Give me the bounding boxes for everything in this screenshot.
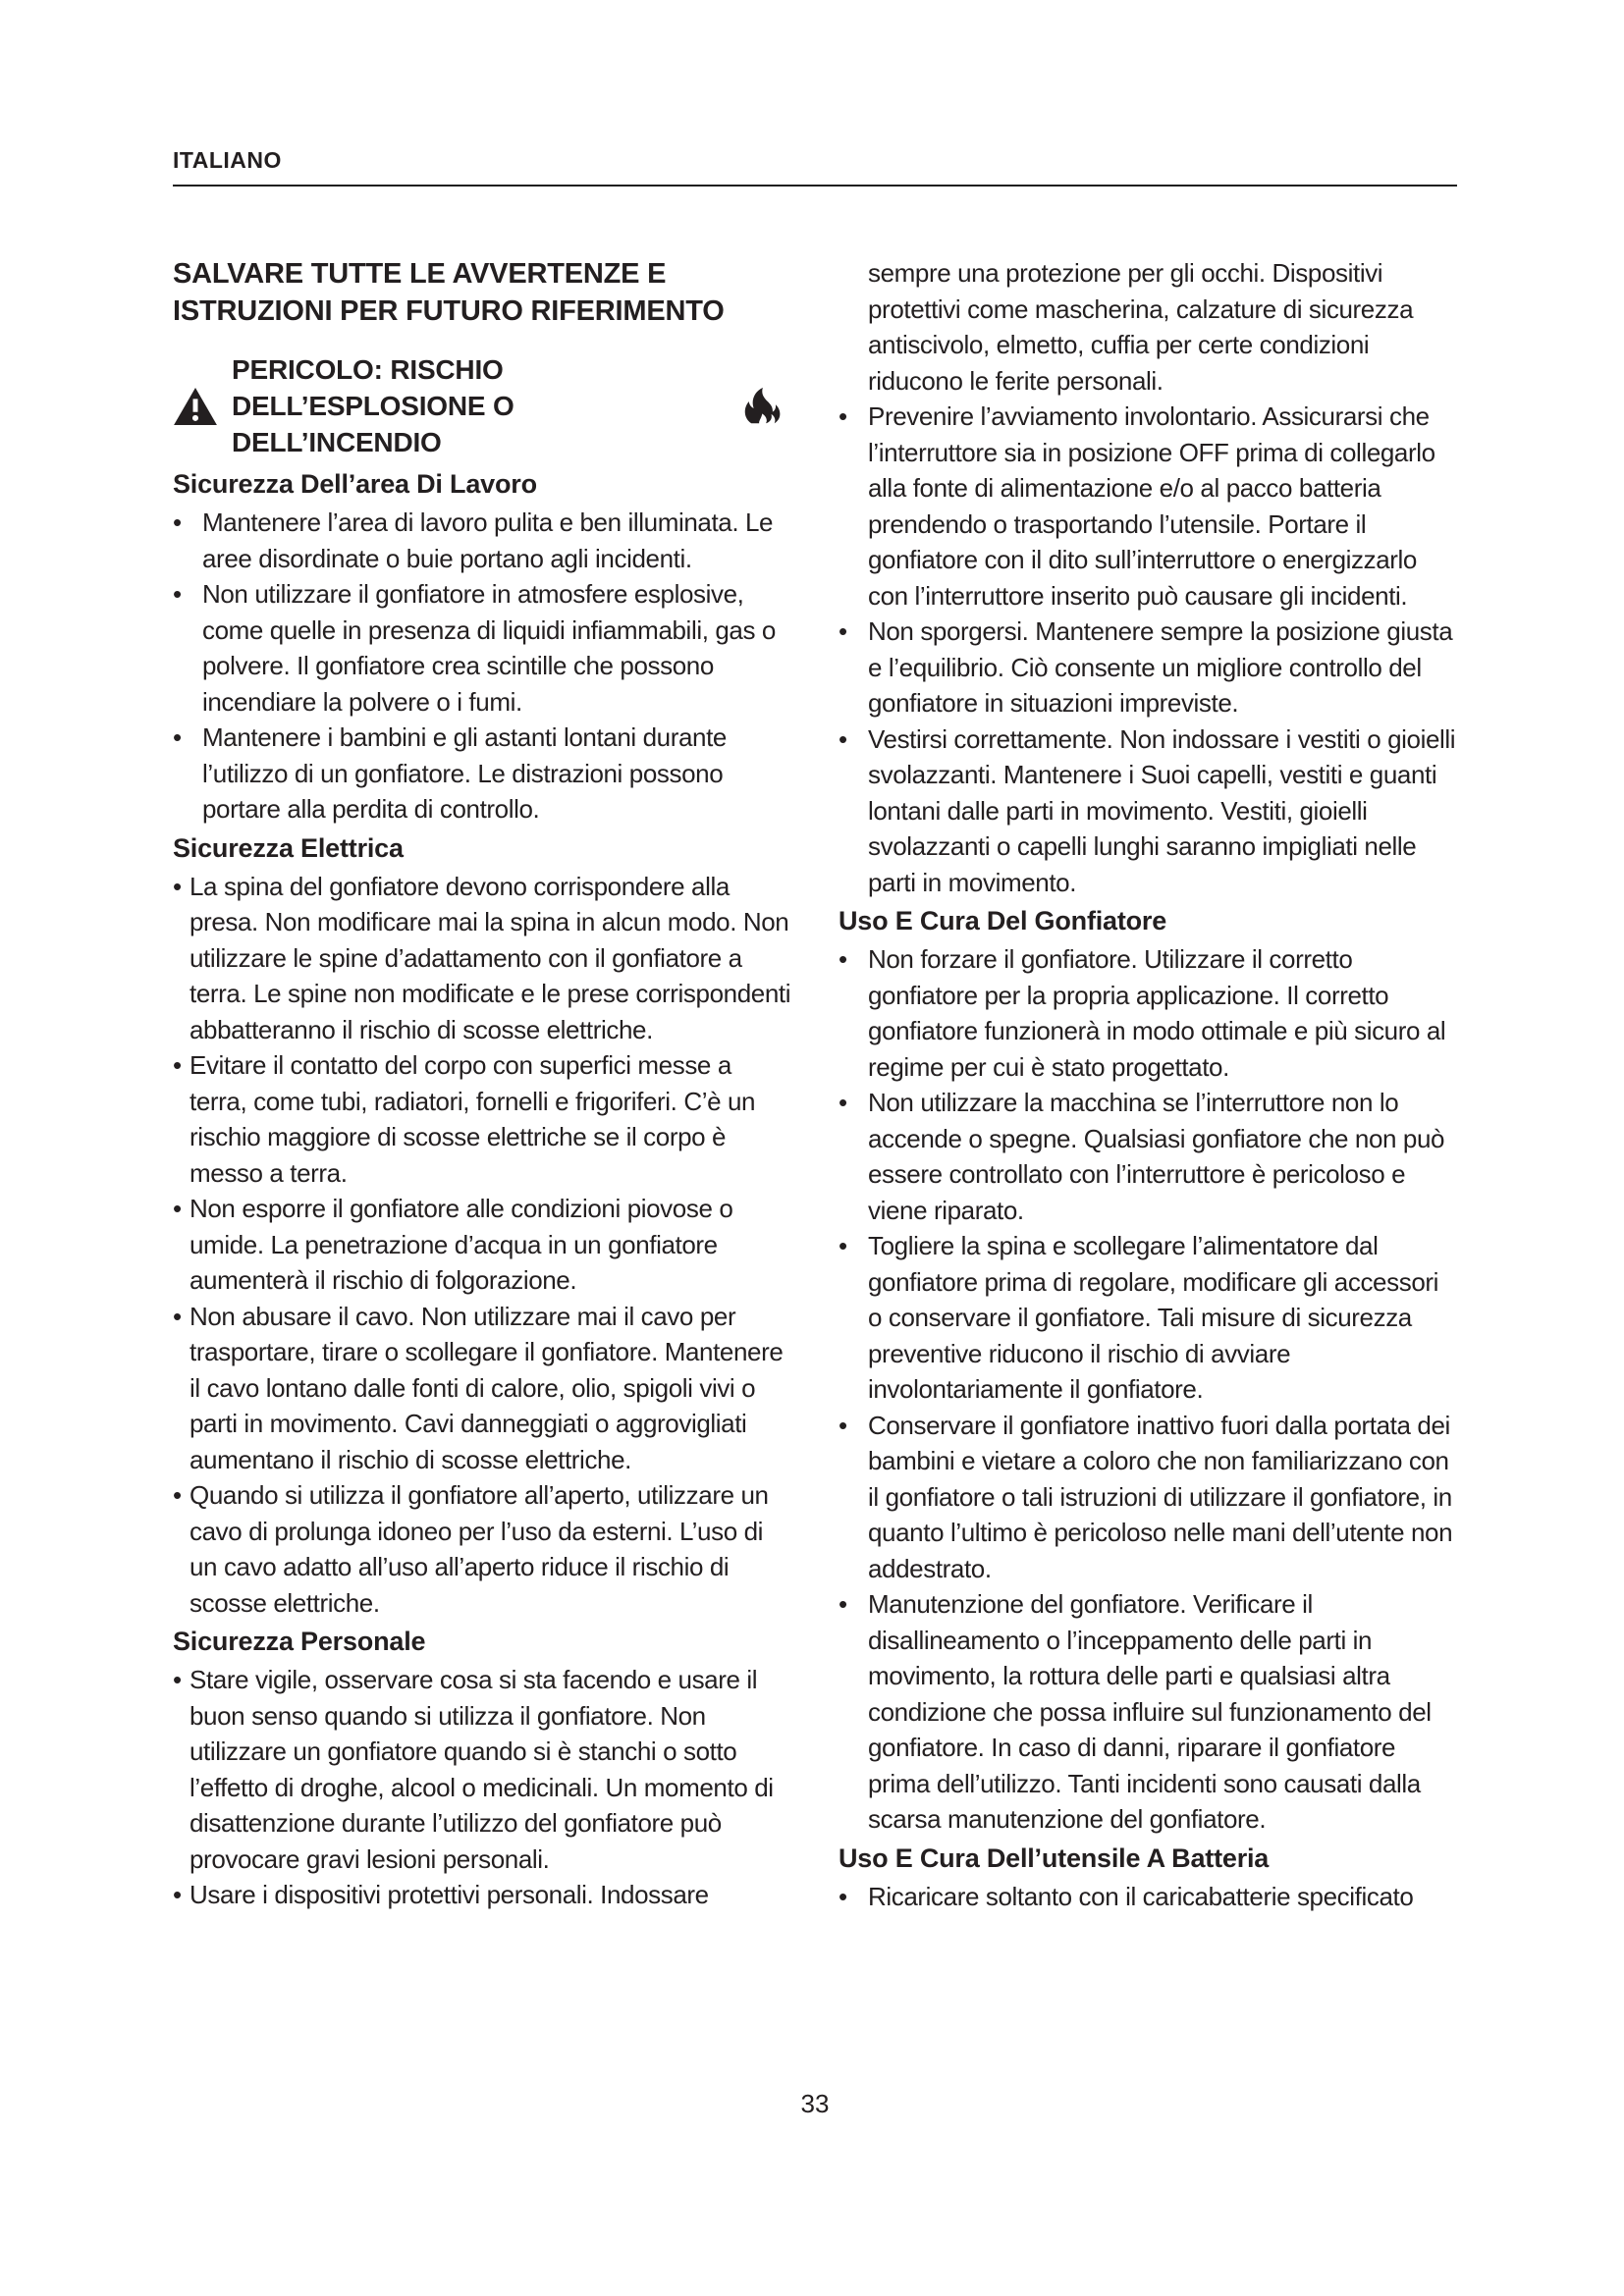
- list-item: [173, 1662, 791, 1877]
- bullet-marker: •: [839, 401, 847, 431]
- danger-line-2: DELL’ESPLOSIONE O DELL’INCENDIO: [232, 391, 514, 457]
- save-warnings-title: SALVARE TUTTE LE AVVERTENZE E ISTRUZIONI PER FUTURO RIFERIMENTO: [173, 258, 725, 327]
- list-item-text: Non forzare il gonfiatore. Utilizzare il corretto gonfiatore per la propria applicazione. Il corretto gonfiatore funzionerà in modo ottimale e più sicuro al regime per cui è stato progettato.: [868, 944, 1446, 1082]
- bullet-marker: •: [839, 723, 847, 754]
- list-item-text: Prevenire l’avviamento involontario. Assicurarsi che l’interruttore sia in posizione OFF prima di collegarlo alla fonte di alimentazione e/o al pacco batteria prendendo o trasportando l’utensile. Portare il gonfiatore con il dito sull’interruttore o energizzarlo con l’interruttore inserito può causare gli incidenti.: [868, 401, 1435, 611]
- bullet-marker: •: [173, 722, 182, 752]
- bullet-marker: •: [173, 1480, 182, 1510]
- danger-line-1: PERICOLO: RISCHIO: [232, 354, 504, 385]
- list-item-text: Evitare il contatto del corpo con superfici messe a terra, come tubi, radiatori, fornelli e frigoriferi. C’è un rischio maggiore di scosse elettriche se il corpo è messo a terra.: [189, 1050, 756, 1188]
- danger-text: [232, 351, 713, 460]
- list-item-text: Quando si utilizza il gonfiatore all’aperto, utilizzare un cavo di prolunga idoneo per l’uso da esterni. L’uso di un cavo adatto all’uso all’aperto riduce il rischio di scosse elettriche.: [189, 1480, 769, 1618]
- bullet-marker: •: [173, 579, 182, 609]
- list-item-text: Manutenzione del gonfiatore. Verificare il disallineamento o l’inceppamento delle parti in movimento, la rottura delle parti e qualsiasi altra condizione che possa influire sul funzionamento del gonfiatore. In caso di danni, riparare il gonfiatore prima dell’utilizzo. Tanti incidenti sono causati dalla scarsa manutenzione del gonfiatore.: [868, 1589, 1432, 1834]
- list-item: [839, 1879, 1457, 1915]
- list-item: [839, 614, 1457, 721]
- list-item: [173, 505, 791, 576]
- left-column: [173, 255, 791, 1914]
- bullet-marker: •: [839, 1410, 847, 1440]
- list-item-text: Togliere la spina e scollegare l’alimentatore dal gonfiatore prima di regolare, modificare gli accessori o conservare il gonfiatore. Tali misure di sicurezza preventive riducono il rischio di avviare involontariamente il gonfiatore.: [868, 1231, 1439, 1404]
- list-item: [173, 720, 791, 828]
- bullet-marker: •: [839, 1881, 847, 1911]
- content-columns: [173, 255, 1457, 1914]
- bullet-marker: •: [839, 1088, 847, 1117]
- list-item: [839, 399, 1457, 614]
- section-heading-personal: Sicurezza Personale: [173, 1627, 426, 1656]
- language-label: ITALIANO: [173, 147, 282, 173]
- list-item: [839, 1408, 1457, 1587]
- list-item: [173, 1191, 791, 1299]
- bullet-marker: •: [839, 944, 847, 974]
- list-item-text: Non sporgersi. Mantenere sempre la posizione giusta e l’equilibrio. Ciò consente un migliore controllo del gonfiatore in situazioni impreviste.: [868, 616, 1453, 718]
- list-item-text: Non esporre il gonfiatore alle condizioni piovose o umide. La penetrazione d’acqua in un gonfiatore aumenterà il rischio di folgorazione.: [189, 1194, 733, 1295]
- continuation-paragraph: sempre una protezione per gli occhi. Dispositivi protettivi come mascherina, calzature di sicurezza antiscivolo, elmetto, cuffia per certe condizioni riducono le ferite personali.: [868, 258, 1414, 396]
- section-heading-electrical: Sicurezza Elettrica: [173, 832, 404, 863]
- list-item-text: Non utilizzare il gonfiatore in atmosfere esplosive, come quelle in presenza di liquidi infiammabili, gas o polvere. Il gonfiatore crea scintille che possono incendiare la polvere o i fumi.: [202, 579, 776, 717]
- list-item-text: Mantenere l’area di lavoro pulita e ben illuminata. Le aree disordinate o buie portano agli incidenti.: [202, 507, 774, 573]
- list-item: [839, 1586, 1457, 1838]
- section-heading-use-care: Uso E Cura Del Gonfiatore: [839, 906, 1167, 935]
- bullet-marker: •: [173, 1050, 182, 1080]
- list-item-text: Non abusare il cavo. Non utilizzare mai il cavo per trasportare, tirare o scollegare il gonfiatore. Mantenere il cavo lontano dalle fonti di calore, olio, spigoli vivi o parti in movimento. Cavi danneggiati o aggrovigliati aumentano il rischio di scosse elettriche.: [189, 1301, 784, 1474]
- bullet-marker: •: [173, 1301, 182, 1331]
- list-item: [173, 576, 791, 720]
- list-item: [839, 941, 1457, 1085]
- section-heading-battery: Uso E Cura Dell’utensile A Batteria: [839, 1842, 1270, 1873]
- bullet-marker: •: [173, 1880, 182, 1909]
- list-item: [173, 1477, 791, 1621]
- list-item-text: Ricaricare soltanto con il caricabatterie specificato: [868, 1881, 1414, 1911]
- page-number: 33: [800, 2089, 830, 2118]
- list-item-text: Conservare il gonfiatore inattivo fuori dalla portata dei bambini e vietare a coloro che non familiarizzano con il gonfiatore o tali istruzioni di utilizzare il gonfiatore, in quanto l’ultimo è pericoloso nelle mani dell’utente non addestrato.: [868, 1410, 1453, 1583]
- list-item: [839, 721, 1457, 901]
- list-item-text: Usare i dispositivi protettivi personali. Indossare: [189, 1880, 709, 1909]
- page-header: [173, 147, 1457, 187]
- bullet-marker: •: [839, 1589, 847, 1619]
- list-item-text: Stare vigile, osservare cosa si sta facendo e usare il buon senso quando si utilizza il gonfiatore. Non utilizzare un gonfiatore quando si è stanchi o sotto l’effetto di droghe, alcool o medicinali. Un momento di disattenzione durante l’utilizzo del gonfiatore può provocare gravi lesioni personali.: [189, 1665, 774, 1874]
- bullet-marker: •: [173, 1194, 182, 1223]
- bullet-marker: •: [173, 1665, 182, 1694]
- list-item: [839, 1228, 1457, 1408]
- fire-icon: [740, 386, 791, 427]
- bullet-marker: •: [173, 507, 182, 537]
- list-item-text: Vestirsi correttamente. Non indossare i vestiti o gioielli svolazzanti. Mantenere i Suoi capelli, vestiti e guanti lontani dalle parti in movimento. Vestiti, gioielli svolazzanti o capelli lunghi saranno impigliati nelle parti in movimento.: [868, 723, 1456, 897]
- bullet-marker: •: [839, 616, 847, 646]
- list-item-text: La spina del gonfiatore devono corrispondere alla presa. Non modificare mai la spina in alcun modo. Non utilizzare le spine d’adattamento con il gonfiatore a terra. Le spine non modificate e le prese corrispondenti abbatteranno il rischio di scosse elettriche.: [189, 871, 791, 1044]
- bullet-marker: •: [839, 1231, 847, 1260]
- section-heading-work-area: Sicurezza Dell’area Di Lavoro: [173, 469, 537, 499]
- warning-triangle-icon: [173, 387, 218, 426]
- list-item: [173, 1877, 791, 1913]
- list-item: [839, 1085, 1457, 1228]
- danger-banner: [173, 351, 791, 460]
- list-item: [173, 869, 791, 1048]
- list-item-text: Mantenere i bambini e gli astanti lontani durante l’utilizzo di un gonfiatore. Le distrazioni possono portare alla perdita di controllo.: [202, 722, 727, 824]
- list-item-text: Non utilizzare la macchina se l’interruttore non lo accende o spegne. Qualsiasi gonfiatore che non può essere controllato con l’interruttore è pericoloso e viene riparato.: [868, 1088, 1445, 1225]
- list-item: [173, 1047, 791, 1191]
- header-rule: [173, 185, 1457, 187]
- list-item: [173, 1299, 791, 1478]
- bullet-marker: •: [173, 871, 182, 901]
- right-column: [839, 255, 1457, 1914]
